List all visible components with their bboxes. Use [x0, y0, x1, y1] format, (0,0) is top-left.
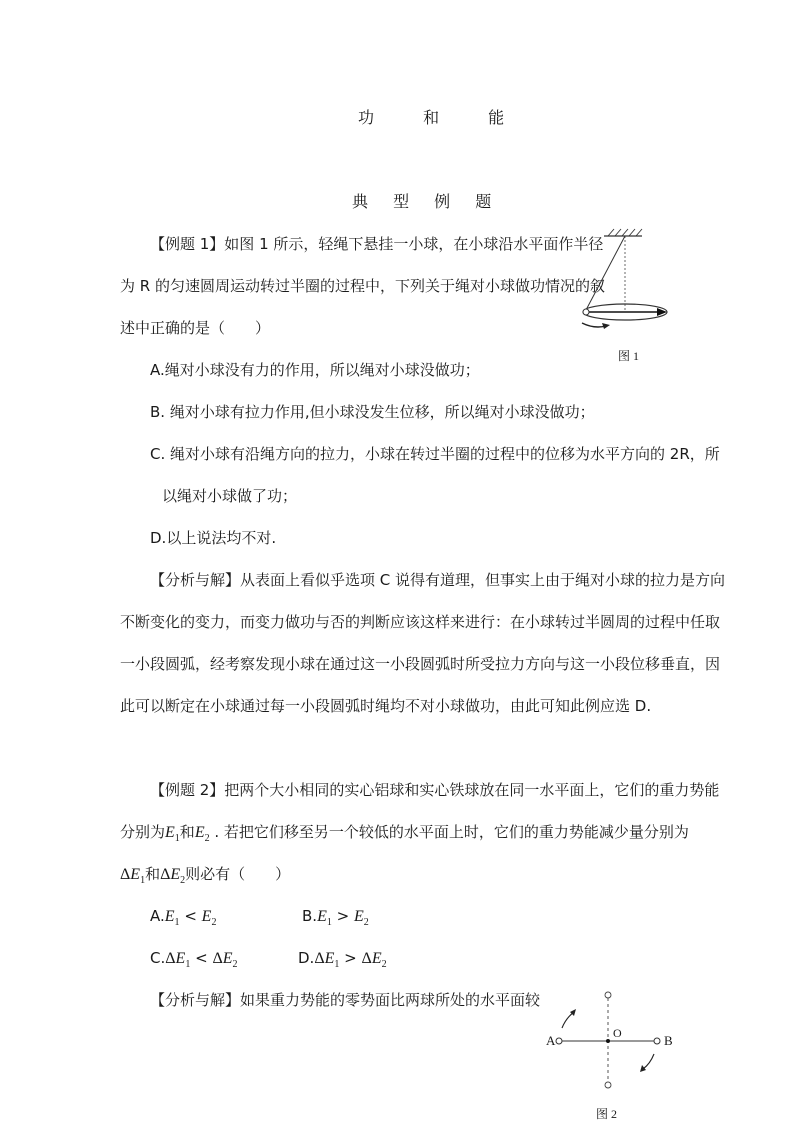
ex2-line-2: 分别为$E_1$和$E_2$ . 若把它们移至另一个较低的水平面上时，它们的重力势能减少量分别为 [120, 823, 689, 845]
figure-2-caption: 图 2 [596, 1107, 618, 1121]
ex2-option-a: $A.E_1 < E_2$ [150, 907, 217, 929]
ex1-option-b: B. 绳对小球有拉力作用,但小球没发生位移，所以绳对小球没做功； [150, 403, 595, 421]
ex1-analysis-1: 【分析与解】从表面上看似乎选项 C 说得有道理，但事实上由于绳对小球的拉力是方向 [150, 571, 726, 589]
figure-2-label-o: O [613, 1026, 622, 1040]
ex2-line-3: $\Delta E_1$和$\Delta E_2$则必有（ ） [120, 865, 291, 887]
page-title: 功 和 能 [358, 108, 527, 127]
figure-2-rod [540, 988, 680, 1098]
ex1-option-c-1: C. 绳对小球有沿绳方向的拉力，小球在转过半圈的过程中的位移为水平方向的 2R，所 [150, 445, 720, 463]
ex1-option-a: A.绳对小球没有力的作用，所以绳对小球没做功； [150, 361, 480, 379]
ex2-line-1: 【例题 2】把两个大小相同的实心铝球和实心铁球放在同一水平面上，它们的重力势能 [150, 781, 720, 799]
ex2-option-b: $B.E_1 > E_2$ [302, 907, 369, 929]
ex1-option-c-2: 以绳对小球做了功； [162, 487, 298, 505]
figure-2-label-b: B [664, 1033, 673, 1048]
ex1-analysis-4: 此可以断定在小球通过每一小段圆弧时绳均不对小球做功，由此可知此例应选 D. [120, 697, 652, 715]
figure-1-pendulum [570, 228, 680, 348]
ex1-option-d: D.以上说法均不对. [150, 529, 277, 547]
ex2-option-c: $C.\Delta E_1 < \Delta E_2$ [150, 949, 238, 971]
ex1-line-2: 为 R 的匀速圆周运动转过半圈的过程中，下列关于绳对小球做功情况的叙 [120, 277, 605, 295]
ex1-analysis-2: 不断变化的变力，而变力做功与否的判断应该这样来进行：在小球转过半圆周的过程中任取 [120, 613, 721, 631]
figure-1-caption: 图 1 [618, 349, 640, 363]
ex1-line-3: 述中正确的是（ ） [120, 319, 271, 337]
ex2-option-d: $D.\Delta E_1 > \Delta E_2$ [298, 949, 387, 971]
ex2-analysis-1: 【分析与解】如果重力势能的零势面比两球所处的水平面较 [150, 991, 541, 1009]
section-title: 典 型 例 题 [352, 192, 502, 211]
ex1-analysis-3: 一小段圆弧，经考察发现小球在通过这一小段圆弧时所受拉力方向与这一小段位移垂直，因 [120, 655, 721, 673]
figure-2-label-a: A [546, 1033, 556, 1048]
ex1-line-1: 【例题 1】如图 1 所示，轻绳下悬挂一小球，在小球沿水平面作半径 [150, 235, 604, 253]
